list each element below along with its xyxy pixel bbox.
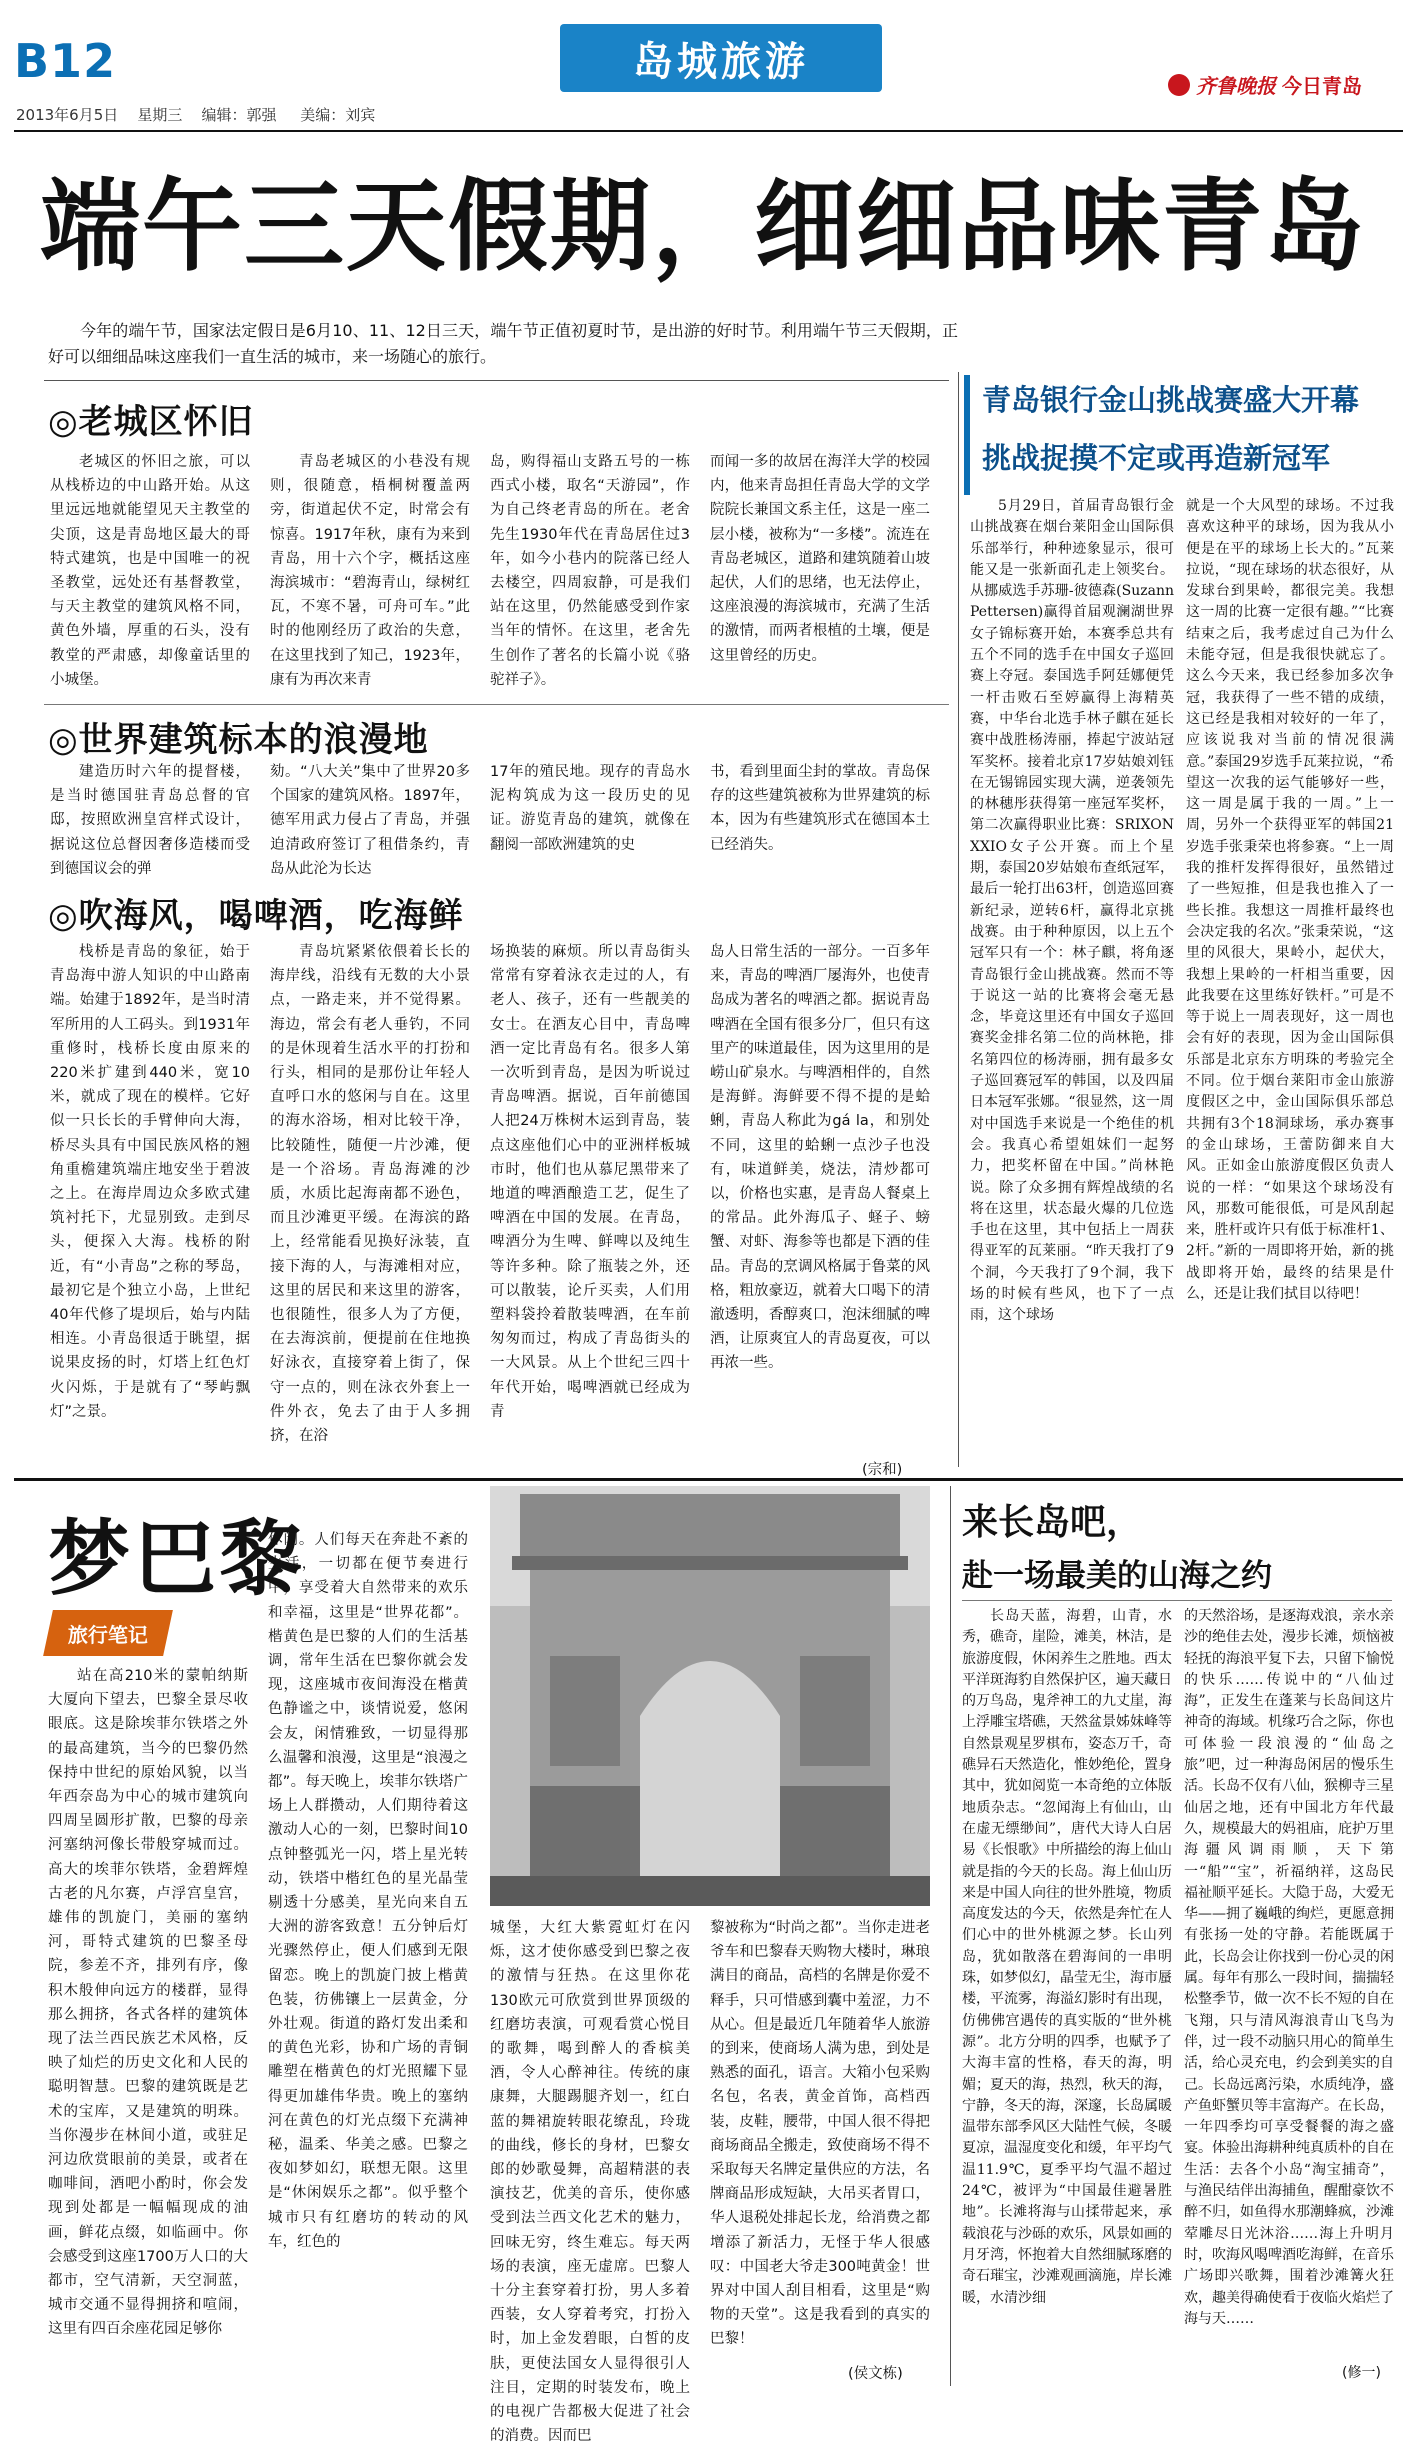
date-line (16, 104, 375, 125)
lower-rule (14, 1478, 1403, 1481)
intro-rule (44, 380, 949, 381)
changdao-rule (962, 1600, 1392, 1601)
section-rule (44, 704, 949, 705)
bank-col-2: 就是一个大风型的球场。不过我喜欢这种平的球场，因为我从小便是在平的球场上长大的。”瓦莱拉说，“现在球场的状态很好，从发球台到果岭，都很完美。我想这一周的比赛一定很有趣。”“比赛结束之后，我考虑过自己为什么未能夺冠，但是我很快就忘了。这么今天来，我已经参加多次争冠，我获得了一些不错的成绩，这已经是我相对较好的一年了，应该说我对当前的情况很满意。”泰国29岁选手瓦莱拉说，“希望这一次我的运气能够好一些，这一周是属于我的一周。”上一周，另外一个获得亚军的韩国21岁选手张秉荣也将参赛。“上一周我的推杆发挥得很好，虽然错过了一些短推，但是我也推入了一些长推。我想这一周推杆最终也会决定我的名次。”张秉荣说，“这里的风很大，果岭小，起伏大，我想上果岭的一杆相当重要，因此我要在这里练好铁杆。”可是不等于说上一周表现好，这一周也会有好的表现，因为金山国际俱乐部是北京东方明珠的考验完全不同。位于烟台莱阳市金山旅游度假区之中，金山国际俱乐部总共拥有3个18洞球场，承办赛事的金山球场，王蕾防御来自大风。正如金山旅游度假区负责人说的一样：“如果这个球场没有风，那数可能很低，可是风刮起来，胜杆或许只有低于标准杆1、2杆。”新的一周即将开始，新的挑战即将开始，最终的结果是什么，还是让我们拭目以待吧！ (1186, 498, 1394, 1302)
masthead-rule (14, 130, 1403, 132)
arc-de-triomphe-image (490, 1486, 930, 1906)
date: 2013年6月5日 (16, 106, 119, 124)
paris-col-2: 休闲。人们每天在奔赴不紊的生活，一切都在便节奏进行中，享受着大自然带来的欢乐和幸福，这里是“世界花都”。楷黄色是巴黎的人们的生活基调，常年生活在巴黎你就会发现，这座城市夜间海没在楷黄色静谧之中，谈情说爱，悠闲会友，闲情雅致，一切显得那么温馨和浪漫，这里是“浪漫之都”。每天晚上，埃菲尔铁塔广场上人群攒动，人们期待着这激动人心的一刻，巴黎时间10点钟整弧光一闪，塔上星光转动，铁塔中楷红色的星光晶莹剔透十分感美，星光向来自五大洲的游客致意！五分钟后灯光骤然停止，便人们感到无限留恋。晚上的凯旋门披上楷黄色装，彷佛镶上一层黄金，分外壮观。街道的路灯发出柔和的黄色光彩，协和广场的青铜雕塑在楷黄色的灯光照耀下显得更加雄伟华贵。晚上的塞纳河在黄色的灯光点缀下充满神秘，温柔、华美之感。巴黎之夜如梦如幻，联想无限。这里是“休闲娱乐之都”。似乎整个城市只有红磨坊的转动的风车，红色的 (268, 1532, 468, 2250)
main-headline: 端午三天假期，细细品味青岛 (40, 168, 1366, 285)
beer-col-2: 青岛坑紧紧依偎着长长的海岸线，沿线有无数的大小景点，一路走来，并不觉得累。海边，常会有老人垂钓，不同的是休现着生活水平的打扮和行头，相同的是那份让年轻人直呼口水的悠闲与自在。这里的海水浴场，相对比较干净，比较随性，随便一片沙滩，便是一个浴场。青岛海滩的沙质，水质比起海南都不逊色，而且沙滩更平缓。在海滨的路上，经常能看见换好泳装，直接下海的人，与海滩相对应，这里的居民和来这里的游客，也很随性，很多人为了方便，在去海滨前，便提前在住地换好泳衣，直接穿着上街了，保守一点的，则在泳衣外套上一件外衣，免去了由于人多拥挤，在浴 (270, 944, 470, 1445)
section-title: 岛城旅游 (633, 38, 809, 85)
section-banner (560, 24, 882, 92)
architecture-col-4: 书，看到里面尘封的掌故。青岛保存的这些建筑被称为世界建筑的标本，因为有些建筑形式在德国本土已经消失。 (710, 764, 930, 853)
brand-logo (1168, 70, 1362, 99)
arc-photo (490, 1486, 930, 1906)
beer-col-3: 场换装的麻烦。所以青岛街头常常有穿着泳衣走过的人，有老人、孩子，还有一些靓美的女士。在酒友心目中，青岛啤酒一定比青岛有名。很多人第一次听到青岛，是因为听说过青岛啤酒。据说，百年前德国人把24万株树木运到青岛，装点这座他们心中的亚洲样板城市时，他们也从慕尼黑带来了地道的啤酒酿造工艺，促生了啤酒在中国的发展。在青岛，啤酒分为生啤、鲜啤以及纯生等许多种。除了瓶装之外，还可以散装，论斤买卖，人们用塑料袋拎着散装啤酒，在车前匆匆而过，构成了青岛街头的一大风景。从上个世纪三四十年代开始，喝啤酒就已经成为青 (490, 944, 690, 1420)
section-beer-title: ◎吹海风，喝啤酒，吃海鲜 (48, 896, 464, 936)
page-number: B12 (14, 34, 117, 88)
bank-title-2: 挑战捉摸不定或再造新冠军 (982, 441, 1331, 475)
architecture-col-1: 建造历时六年的提督楼，是当时德国驻青岛总督的官邸，按照欧洲皇宫样式设计，据说这位总督因奢侈造楼而受到德国议会的弹 (50, 764, 250, 877)
travel-notes-tag (43, 1610, 173, 1656)
beer-col-1: 栈桥是青岛的象征，始于青岛海中游人知识的中山路南端。始建于1892年，是当时清军所用的人工码头。到1931年重修时，栈桥长度由原来的220米扩建到440米，宽10米，就成了现在的模样。它好似一只长长的手臂伸向大海，桥尽头具有中国民族风格的翘角重檐建筑端庄地安坐于碧波之上。在海岸周边众多欧式建筑衬托下，尤显别致。走到尽头，便探入大海。栈桥的附近，有“小青岛”之称的琴岛，最初它是个独立小岛，上世纪40年代修了堤坝后，始与内陆相连。小青岛很适于眺望，据说果皮扬的时，灯塔上红色灯火闪烁，于是就有了“琴屿飘灯”之景。 (50, 944, 250, 1420)
architecture-col-3: 17年的殖民地。现存的青岛水泥构筑成为这一段历史的见证。游览青岛的建筑，就像在翻阅一部欧洲建筑的史 (490, 764, 690, 853)
weekday: 星期三 (137, 106, 183, 124)
section-old-town-title: ◎老城区怀旧 (48, 402, 254, 442)
paris-col-3: 城堡，大红大紫霓虹灯在闪烁，这才使你感受到巴黎之夜的激情与狂热。在这里你花130欧元可欣赏到世界顶级的红磨坊表演，可观看赏心悦目的歌舞，喝到醉人的香槟美酒，令人心醉神往。传统的康康舞，大腿踢腿齐划一，红白蓝的舞裙旋转眼花缭乱，玲珑的曲线，修长的身材，巴黎女郎的妙歌曼舞，高超精湛的表演技艺，优美的音乐，使你感受到法兰西文化艺术的魅力，回味无穷，终生难忘。每天两场的表演，座无虚席。巴黎人十分主套穿着打扮，男人多着西装，女人穿着考究，打扮入时，加上金发碧眼，白皙的皮肤，更使法国女人显得很引人注目，定期的时装发布，晚上的电视广告都极大促进了社会的消费。因而巴 (490, 1920, 690, 2445)
old-town-col-3: 岛，购得福山支路五号的一栋西式小楼，取名“天游园”，作为自己终老青岛的所在。老舍先生1930年代在青岛居住过3年，如今小巷内的院落已经人去楼空，四周寂静，可是我们站在这里，仍然能感受到作家当年的情怀。在这里，老舍先生创作了著名的长篇小说《骆驼祥子》。 (490, 454, 690, 688)
brand-mark-icon (1168, 74, 1190, 96)
paris-signoff: (侯文栋) (848, 2366, 903, 2382)
paris-col-4: 黎被称为“时尚之都”。当你走进老爷车和巴黎春天购物大楼时，琳琅满目的商品，高档的名牌是你爱不释手，只可惜感到囊中羞涩，力不从心。但是最近几年随着华人旅游的到来，使商场人满为患，到处是熟悉的面孔，语言。大箱小包采购名包，名表，黄金首饰，高档西装，皮鞋，腰带，中国人很不得把商场商品全搬走，致使商场不得不采取每天名牌定量供应的方法，名牌商品形成短缺，大吊买者胃口，华人退税处排起长龙，给消费之都增添了新活力，无怪于华人很感叹：中国老大爷走300吨黄金！世界对中国人刮目相看，这里是“购物的天堂”。这是我看到的真实的巴黎！ (710, 1920, 930, 2348)
bank-title-bar (964, 375, 970, 495)
editor: 编辑：郭强 (201, 106, 277, 124)
brand-sub: 今日青岛 (1282, 74, 1362, 98)
changdao-title-1: 来长岛吧， (962, 1502, 1143, 1543)
right-divider (958, 372, 959, 1467)
designer: 美编：刘宾 (300, 106, 376, 124)
beer-signoff: (宗和) (862, 1462, 903, 1478)
old-town-col-1: 老城区的怀旧之旅，可以从栈桥边的中山路开始。从这里远远地就能望见天主教堂的尖顶，这是青岛地区最大的哥特式建筑，也是中国唯一的祝圣教堂，远处还有基督教堂，与天主教堂的建筑风格不同，黄色外墙，厚重的石头，没有教堂的严肃感，却像童话里的小城堡。 (50, 454, 250, 688)
bank-col-1: 5月29日，首届青岛银行金山挑战赛在烟台莱阳金山国际俱乐部举行，种种迹象显示，很可能又是一张新面孔走上领奖台。从挪威选手苏珊-彼德森(Suzann Pettersen)赢得首届观澜湖世界女子锦标赛开始，本赛季总共有五个不同的选手在中国女子巡回赛上夺冠。泰国选手阿廷娜便凭一杆击败石至婷赢得上海精英赛，中华台北选手林子麒在延长赛中战胜杨涛丽，捧起宁波站冠军奖杯。接着北京17岁姑娘刘钰在无锡锦园实现大满，逆袭领先的林穗彤获得第一座冠军奖杯，第二次赢得职业比赛：SRIXON XXIO女子公开赛。而上个星期，泰国20岁姑娘布查纸冠军，最后一轮打出63杆，创造巡回赛新纪录，逆转6杆，赢得北京挑战赛。由于种种原因，以上五个冠军只有一个：林子麒，将角逐青岛银行金山挑战赛。然而不等于说这一站的比赛将会毫无悬念，毕竟这里还有中国女子巡回赛奖金排名第二位的尚林艳，排名第四位的杨涛丽，拥有最多女子巡回赛冠军的韩国，以及四届日本冠军张娜。“很显然，这一周对中国选手来说是一个绝佳的机会。我真心希望姐妹们一起努力，把奖杯留在中国。”尚林艳说。除了众多拥有辉煌战绩的名将在这里，状态最火爆的几位选手也在这里，其中包括上一周获得亚军的瓦莱丽。“昨天我打了9个洞，今天我打了9个洞，我下场的时候有些风，也下了一点雨，这个球场 (970, 498, 1174, 1324)
changdao-col-1: 长岛天蓝，海碧，山青，水秀，礁奇，崖险，滩美，林洁，是旅游度假，休闲养生之胜地。西太平洋斑海豹自然保护区，遍天藏日的万鸟岛，鬼斧神工的九丈崖，海上浮雕宝塔礁，天然盆景姊妹峰等自然景观星罗棋布，姿态万千，奇礁异石天然造化，惟妙绝伦，置身其中，犹如阅览一本奇绝的立体版地质杂志。“忽闻海上有仙山，山在虚无缥缈间”，唐代大诗人白居易《长恨歌》中所描绘的海上仙山就是指的今天的长岛。海上仙山历来是中国人向往的世外胜境，物质高度发达的今天，依然是奔忙在人们心中的世外桃源之梦。长山列岛，犹如散落在碧海间的一串明珠，如梦似幻，晶莹无尘，海市蜃楼，平流雾，海溢幻影时有出现，仿佛佛宫遇传的真实版的“世外桃源”。北方分明的四季，也赋予了大海丰富的性格，春天的海，明媚；夏天的海，热烈，秋天的海，宁静，冬天的海，深邃，长岛属暖温带东部季风区大陆性气候，冬暖夏凉，温湿度变化和缓，年平均气温11.9℃，夏季平均气温不超过24℃，被评为“中国最佳避暑胜地”。长滩将海与山揉带起来，承载浪花与沙砾的欢乐，风景如画的月牙湾，怀抱着大自然细腻琢磨的奇石璀宝，沙滩观画滴施，岸长滩暖，水清沙细 (962, 1608, 1172, 2306)
travel-notes-label: 旅行笔记 (68, 1622, 148, 1647)
paris-col-1: 站在高210米的蒙帕纳斯大厦向下望去，巴黎全景尽收眼底。这是除埃菲尔铁塔之外的最高建筑，当今的巴黎仍然保持中世纪的原始风貌，以当年西奈岛为中心的城市建筑向四周呈圆形扩散，巴黎的母亲河塞纳河像长带般穿城而过。高大的埃菲尔铁塔，金碧辉煌古老的凡尔赛，卢浮宫皇宫，雄伟的凯旋门，美丽的塞纳河，哥特式建筑的巴黎圣母院，参差不齐，排列有序，像积木般伸向远方的楼群，显得那么拥挤，各式各样的建筑体现了法兰西民族艺术风格，反映了灿烂的历史文化和人民的聪明智慧。巴黎的建筑既是艺术的宝库，又是建筑的明珠。当你漫步在林间小道，或驻足河边欣赏眼前的美景，或者在咖啡间，酒吧小酌时，你会发现到处都是一幅幅现成的油画，鲜花点缀，如临画中。你会感受到这座1700万人口的大都市，空气清新，天空洞蓝，城市交通不显得拥挤和喧闹，这里有四百余座花园足够你 (48, 1668, 248, 2338)
paris-title: 梦巴黎 (48, 1512, 307, 1607)
main-intro: 今年的端午节，国家法定假日是6月10、11、12日三天，端午节正值初夏时节，是出游的好时节。利用端午节三天假期，正好可以细细品味这座我们一直生活的城市，来一场随心的旅行。 (48, 321, 958, 366)
old-town-col-2: 青岛老城区的小巷没有规则，很随意，梧桐树覆盖两旁，街道起伏不定，时常会有惊喜。1917年秋，康有为来到青岛，用十六个字，概括这座海滨城市：“碧海青山，绿树红瓦，不寒不暑，可舟可车。”此时的他刚经历了政治的失意，在这里找到了知己，1923年，康有为再次来青 (270, 454, 470, 688)
changdao-title-2: 赴一场最美的山海之约 (962, 1558, 1272, 1594)
changdao-col-2: 的天然浴场，是逐海戏浪，亲水亲沙的绝佳去处，漫步长滩，烦恼被轻抚的海浪平复下去，只留下愉悦的快乐……传说中的“八仙过海”，正发生在蓬莱与长岛间这片神奇的海域。机缘巧合之际，你也可体验一段浪漫的“仙岛之旅”吧，过一种海岛闲居的慢乐生活。长岛不仅有八仙，猴柳寺三星仙居之地，还有中国北方年代最久，规模最大的妈祖庙，庇护万里海疆风调雨顺，天下第一“船”“宝”，祈福纳祥，这岛民福祉顺平延长。大隐于岛，大爱无华——拥了巍峨的绚烂，更愿意拥有张扬一处的守静。若能既属于此，长岛会让你找到一份心灵的闲属。每年有那么一段时间，揣揣轻松整季节，做一次不长不短的自在飞翔，只与清风海浪青山飞鸟为伴，过一段不动脑只用心的简单生活，给心灵充电，约会到美实的自己。长岛远离污染，水质纯净，盛产鱼虾蟹贝等丰富海产。在长岛，一年四季均可享受餐餐的海之盛宴。体验出海耕种纯真质朴的自在生活：去各个小岛“淘宝捕奇”，与渔民结伴出海捕鱼，醒酣豪饮不醉不归，如鱼得水那潮蜂疯，沙滩荤雕尽日光沐浴……海上升明月时，吹海风喝啤酒吃海鲜，在音乐广场即兴歌舞，围着沙滩篝火狂欢，趣美得确使看于夜临火焰烂了海与天…… (1184, 1608, 1394, 2327)
right-divider-lower (950, 1486, 951, 2386)
brand-name: 齐鲁晚报 (1196, 74, 1276, 98)
beer-col-4: 岛人日常生活的一部分。一百多年来，青岛的啤酒厂屡海外，也使青岛成为著名的啤酒之都。据说青岛啤酒在全国有很多分厂，但只有这里产的味道最佳，因为这里用的是崂山矿泉水。与啤酒相伴的，自然是海鲜。海鲜要不得不提的是蛤蜊，青岛人称此为gá la，和别处不同，这里的蛤蜊一点沙子也没有，味道鲜美，烧法，清炒都可以，价格也实惠，是青岛人餐桌上的常品。此外海瓜子、蛏子、螃蟹、对虾、海参等也都是下酒的佳品。青岛的烹调风格属于鲁菜的风格，粗放豪迈，就着大口喝下的清澈透明，香醇爽口，泡沫细腻的啤酒，让原爽宜人的青岛夏夜，可以再浓一些。 (710, 944, 930, 1372)
architecture-col-2: 劾。“八大关”集中了世界20多个国家的建筑风格。1897年，德军用武力侵占了青岛，并强迫清政府签订了租借条约，青岛从此沦为长达 (270, 764, 470, 877)
section-architecture-title: ◎世界建筑标本的浪漫地 (48, 720, 429, 760)
changdao-signoff: (修一) (1342, 2365, 1381, 2381)
old-town-col-4: 而闻一多的故居在海洋大学的校园内，他来青岛担任青岛大学的文学院院长兼国文系主任，这是一座二层小楼，被称为“一多楼”。流连在青岛老城区，道路和建筑随着山坡起伏，人们的思绪，也无法停止，这座浪漫的海滨城市，充满了生活的激情，而两者根植的土壤，便是这里曾经的历史。 (710, 454, 930, 664)
bank-title-1: 青岛银行金山挑战赛盛大开幕 (982, 383, 1360, 417)
